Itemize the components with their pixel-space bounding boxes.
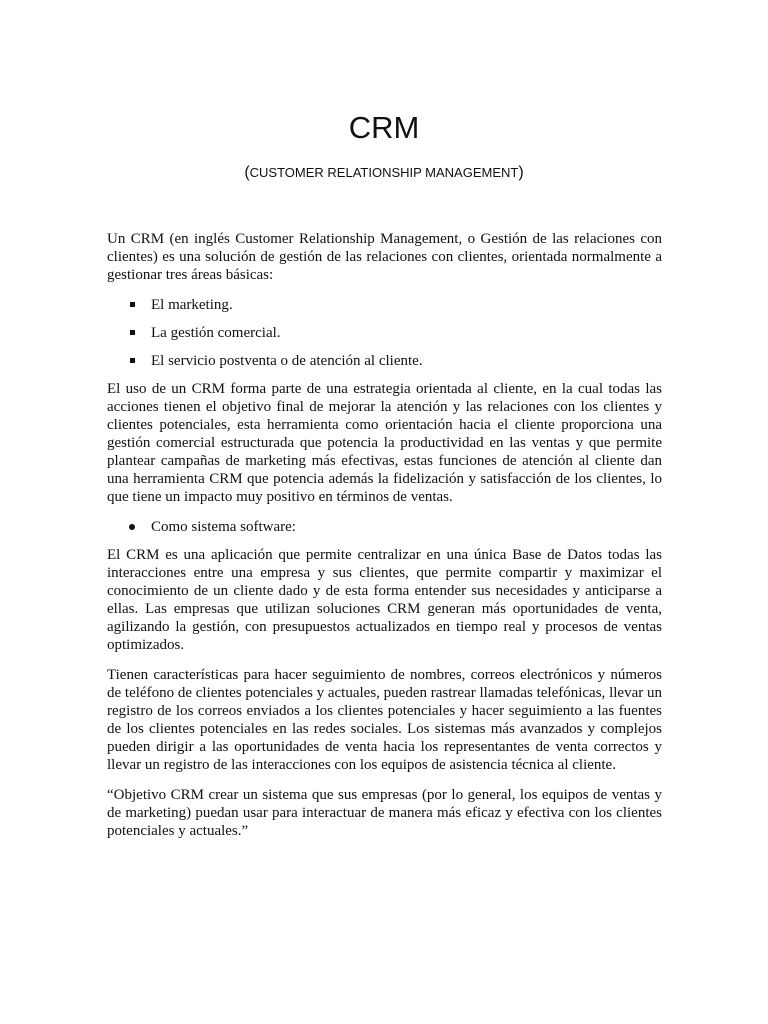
list-item-text: La gestión comercial. <box>151 325 281 341</box>
paragraph-intro: Un CRM (en inglés Customer Relationship Management, o Gestión de las relaciones con clientes) es una solución de gestión de las relaciones con clientes, orientada normalmente a gestionar tres áreas básicas: <box>107 231 662 283</box>
list-item <box>107 518 662 536</box>
subtitle-text: CUSTOMER RELATIONSHIP MANAGEMENT <box>249 165 519 180</box>
square-bullet-icon <box>130 330 135 335</box>
square-bullet-icon <box>130 358 135 363</box>
list-item <box>107 324 662 342</box>
subtitle-close-paren: ) <box>518 164 524 181</box>
areas-list <box>107 296 662 370</box>
list-item-text: Como sistema software: <box>151 519 296 535</box>
paragraph-software: El CRM es una aplicación que permite centralizar en una única Base de Datos todas las interacciones entre una empresa y sus clientes, que permite compartir y maximizar el conocimiento de un cliente dado y de esta forma entender sus necesidades y anticiparse a ellas. Las empresas que utilizan soluciones CRM generan más oportunidades de venta, agilizando la gestión, con presupuestos actualizados en tiempo real y procesos de ventas optimizados. <box>107 547 662 653</box>
round-bullet-icon <box>129 524 135 530</box>
document-subtitle <box>0 163 768 183</box>
square-bullet-icon <box>130 302 135 307</box>
list-item-text: El marketing. <box>151 297 233 313</box>
document-title: CRM <box>348 110 420 145</box>
paragraph-features: Tienen características para hacer seguimiento de nombres, correos electrónicos y números de teléfono de clientes potenciales y actuales, pueden rastrear llamadas telefónicas, llevar un registro de los correos enviados a los clientes potenciales y hacer seguimiento a las fuentes de los clientes potenciales en las redes sociales. Los sistemas más avanzados y complejos pueden dirigir a las oportunidades de venta hacia los representantes de venta correctos y llevar un registro de las interacciones con los equipos de asistencia técnica al cliente. <box>107 667 662 773</box>
subtitle-open-paren: ( <box>244 164 250 181</box>
list-item-text: El servicio postventa o de atención al cliente. <box>151 353 423 369</box>
paragraph-strategy: El uso de un CRM forma parte de una estrategia orientada al cliente, en la cual todas las acciones tienen el objetivo final de mejorar la atención y las relaciones con los clientes y clientes potenciales, esta herramienta como orientación hacia el cliente proporciona una gestión comercial estructurada que potencia la productividad en las ventas y que permite plantear campañas de marketing más efectivas, estas funciones de atención al cliente dan una herramienta CRM que potencia además la fidelización y satisfacción de los clientes, lo que tiene un impacto muy positivo en términos de ventas. <box>107 381 662 505</box>
objective-quote: “Objetivo CRM crear un sistema que sus empresas (por lo general, los equipos de ventas y de marketing) puedan usar para interactuar de manera más eficaz y efectiva con los clientes potenciales y actuales.” <box>107 787 662 839</box>
software-list <box>107 518 662 536</box>
document-body <box>107 230 662 852</box>
list-item <box>107 352 662 370</box>
list-item <box>107 296 662 314</box>
